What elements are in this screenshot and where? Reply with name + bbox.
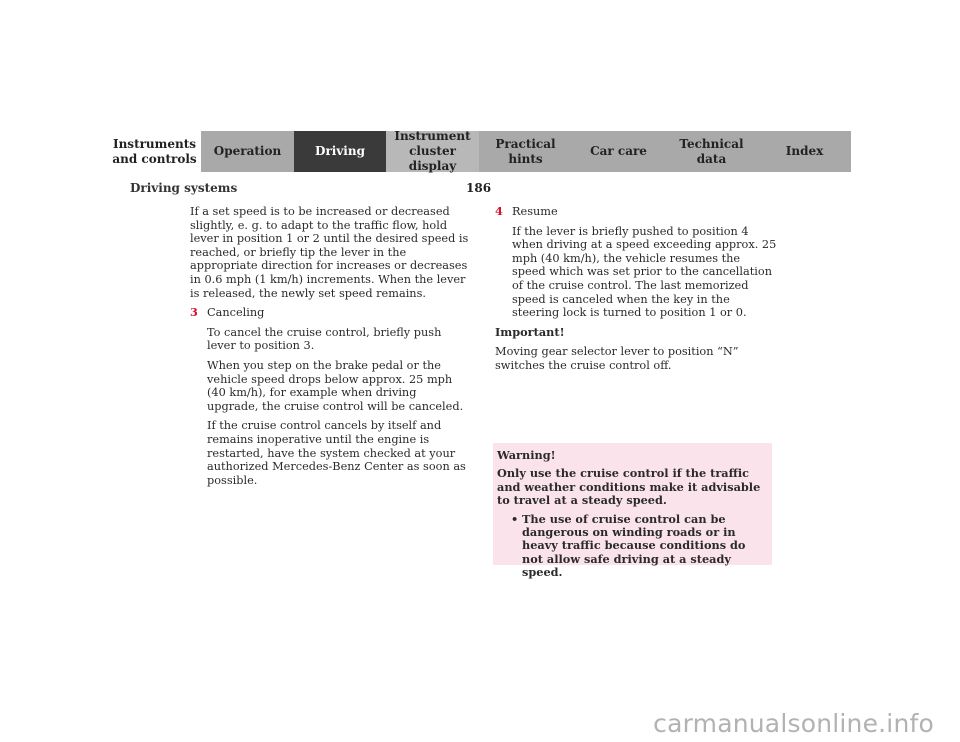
tab-instruments-and-controls[interactable]: Instruments and controls (108, 131, 201, 172)
warning-bullet (499, 513, 768, 580)
resume-body (495, 225, 777, 320)
right-column (495, 205, 777, 379)
paragraph: If the lever is briefly pushed to position 4 when driving at a speed exceeding approx. 25 mph (40 km/h), the vehicle resumes the speed which was set prior to the cancellation of the cruise control. The last memorized speed is canceled when the key in the steering lock is turned to position 1 or 0. (512, 224, 777, 320)
tab-car-care[interactable]: Car care (572, 131, 665, 172)
numbered-item-canceling (190, 306, 470, 320)
canceling-body (190, 326, 470, 488)
watermark: carmanualsonline.info (653, 709, 934, 738)
numbered-item-resume (495, 205, 777, 219)
paragraph: If the cruise control cancels by itself and remains inoperative until the engine is restarted, have the system checked at your authorized Mercedes-Benz Center as soon as possible. (207, 419, 466, 487)
warning-box (493, 443, 772, 580)
paragraph: When you step on the brake pedal or the vehicle speed drops below approx. 25 mph (40 km/h), for example when driving upgrade, the cruise control will be canceled. (207, 358, 464, 413)
warning-text: Only use the cruise control if the traffic and weather conditions make it advisable to travel at a steady speed. (497, 466, 761, 508)
tab-index[interactable]: Index (758, 131, 851, 172)
page-number: 186 (466, 181, 492, 195)
paragraph: To cancel the cruise control, briefly push lever to position 3. (207, 325, 442, 353)
bullet-text: The use of cruise control can be dangerous on winding roads or in heavy traffic because conditions do not allow safe driving at a steady speed. (522, 511, 746, 580)
section-nav (108, 131, 851, 172)
intro-paragraph: If a set speed is to be increased or decreased slightly, e. g. to adapt to the traffic flow, hold lever in position 1 or 2 until the desired speed is reached, or briefly tip the lever in the appropriate direction for increases or decreases in 0.6 mph (1 km/h) increments. When the lever is released, the newly set speed remains. (190, 205, 469, 300)
bullet-icon: • (511, 511, 519, 526)
warning-title: Warning! (497, 448, 556, 462)
item-number: 3 (190, 305, 198, 320)
tab-operation[interactable]: Operation (201, 131, 294, 172)
important-heading: Important! (495, 324, 565, 339)
item-title: Canceling (207, 306, 265, 320)
tab-practical-hints[interactable]: Practical hints (479, 131, 572, 172)
tab-technical-data[interactable]: Technical data (665, 131, 758, 172)
tab-instrument-cluster-display[interactable]: Instrument cluster display (386, 131, 479, 172)
left-column (190, 205, 470, 493)
important-text: Moving gear selector lever to position “N” switches the cruise control off. (495, 345, 739, 372)
item-title: Resume (512, 205, 558, 218)
section-title: Driving systems (130, 181, 238, 195)
tab-driving[interactable]: Driving (294, 131, 386, 172)
item-number: 4 (495, 204, 503, 218)
